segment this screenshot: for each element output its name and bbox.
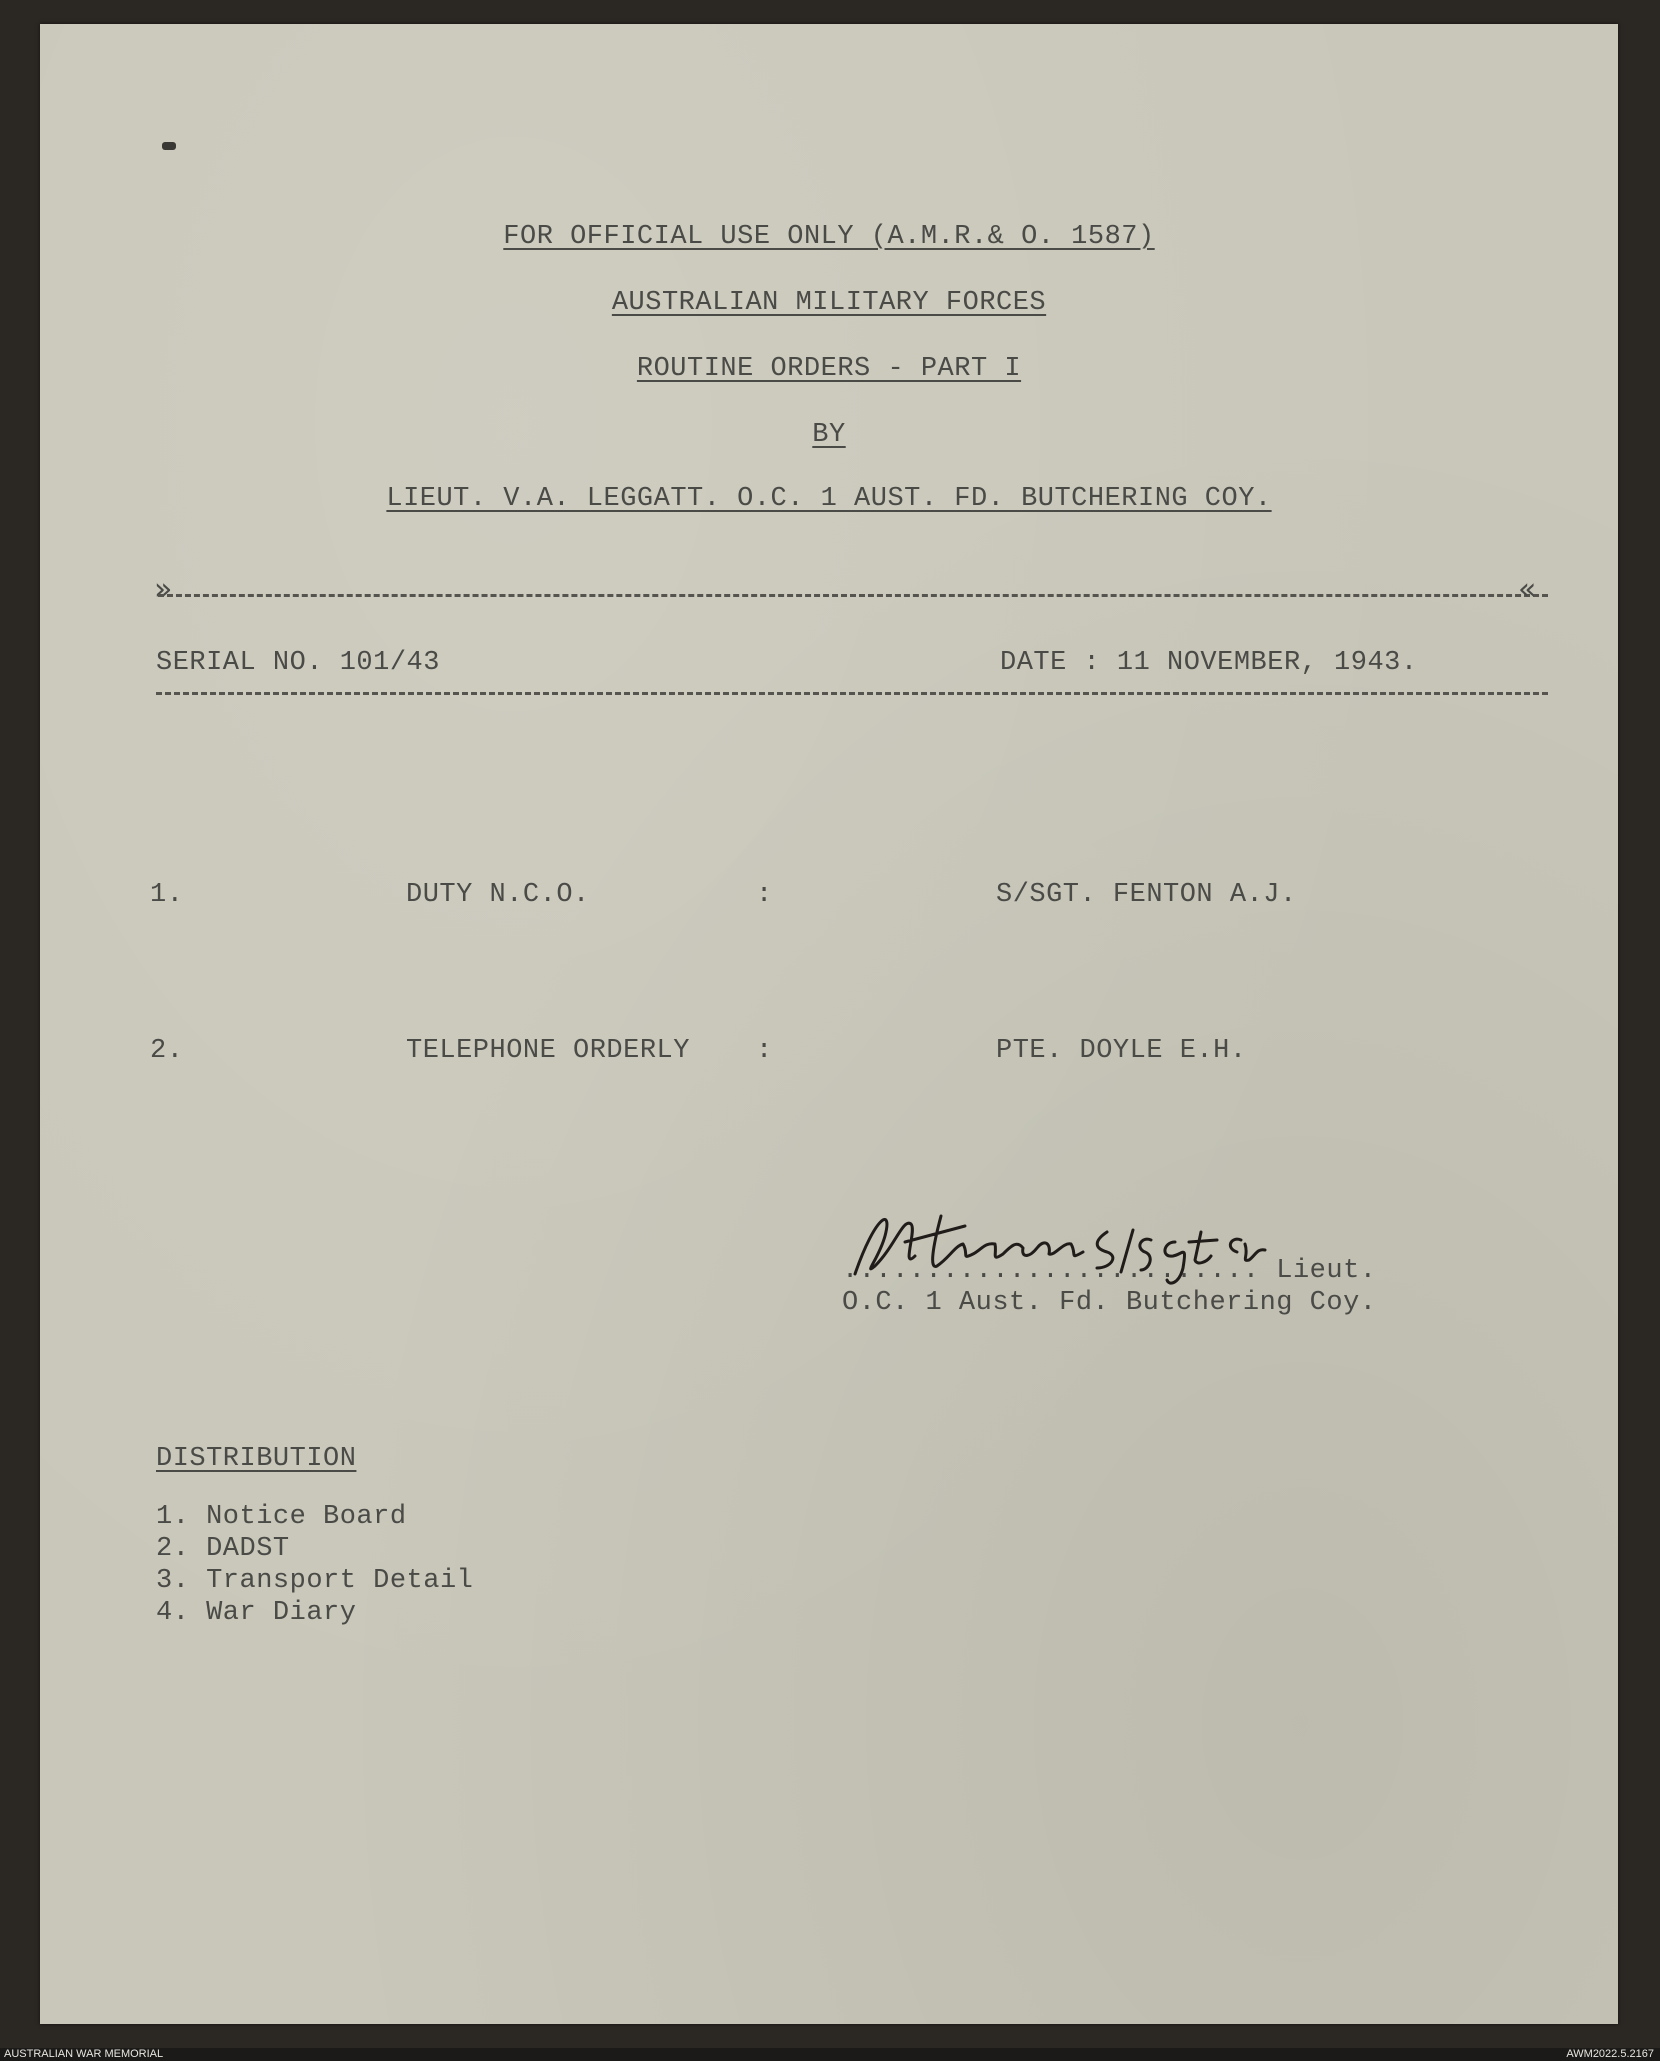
serial-number: SERIAL NO. 101/43 [156, 648, 440, 678]
order-role: TELEPHONE ORDERLY [406, 1036, 690, 1066]
order-assignee: S/SGT. FENTON A.J. [996, 880, 1297, 910]
distribution-item: 2. DADST [156, 1534, 290, 1564]
separator-rule-bottom [156, 692, 1548, 695]
distribution-heading: DISTRIBUTION [156, 1444, 357, 1474]
header-by: BY [812, 420, 846, 450]
chevron-right-mark: « [1518, 572, 1537, 607]
header-official-use: FOR OFFICIAL USE ONLY (A.M.R.& O. 1587) [503, 222, 1155, 252]
signatory-title: O.C. 1 Aust. Fd. Butchering Coy. [842, 1288, 1377, 1318]
footer-bar [0, 2048, 1660, 2061]
chevron-left-mark: » [154, 572, 173, 607]
distribution-item: 3. Transport Detail [156, 1566, 474, 1596]
order-number: 2. [150, 1036, 184, 1066]
order-assignee: PTE. DOYLE E.H. [996, 1036, 1247, 1066]
header-issuer: LIEUT. V.A. LEGGATT. O.C. 1 AUST. FD. BUTCHERING COY. [386, 484, 1272, 514]
distribution-item: 1. Notice Board [156, 1502, 407, 1532]
paper-mark [162, 142, 176, 150]
header-forces: AUSTRALIAN MILITARY FORCES [611, 288, 1047, 318]
order-number: 1. [150, 880, 184, 910]
document-page [40, 24, 1618, 2024]
header-routine-orders: ROUTINE ORDERS - PART I [636, 354, 1022, 384]
order-separator: : [756, 1036, 773, 1066]
document-date: DATE : 11 NOVEMBER, 1943. [1000, 648, 1418, 678]
separator-rule-top [158, 594, 1548, 597]
footer-institution: AUSTRALIAN WAR MEMORIAL [4, 2048, 164, 2060]
distribution-item: 4. War Diary [156, 1598, 357, 1628]
order-role: DUTY N.C.O. [406, 880, 590, 910]
signature-line: ......................... Lieut. [842, 1256, 1377, 1286]
order-separator: : [756, 880, 773, 910]
footer-accession-number: AWM2022.5.2167 [1566, 2048, 1654, 2060]
